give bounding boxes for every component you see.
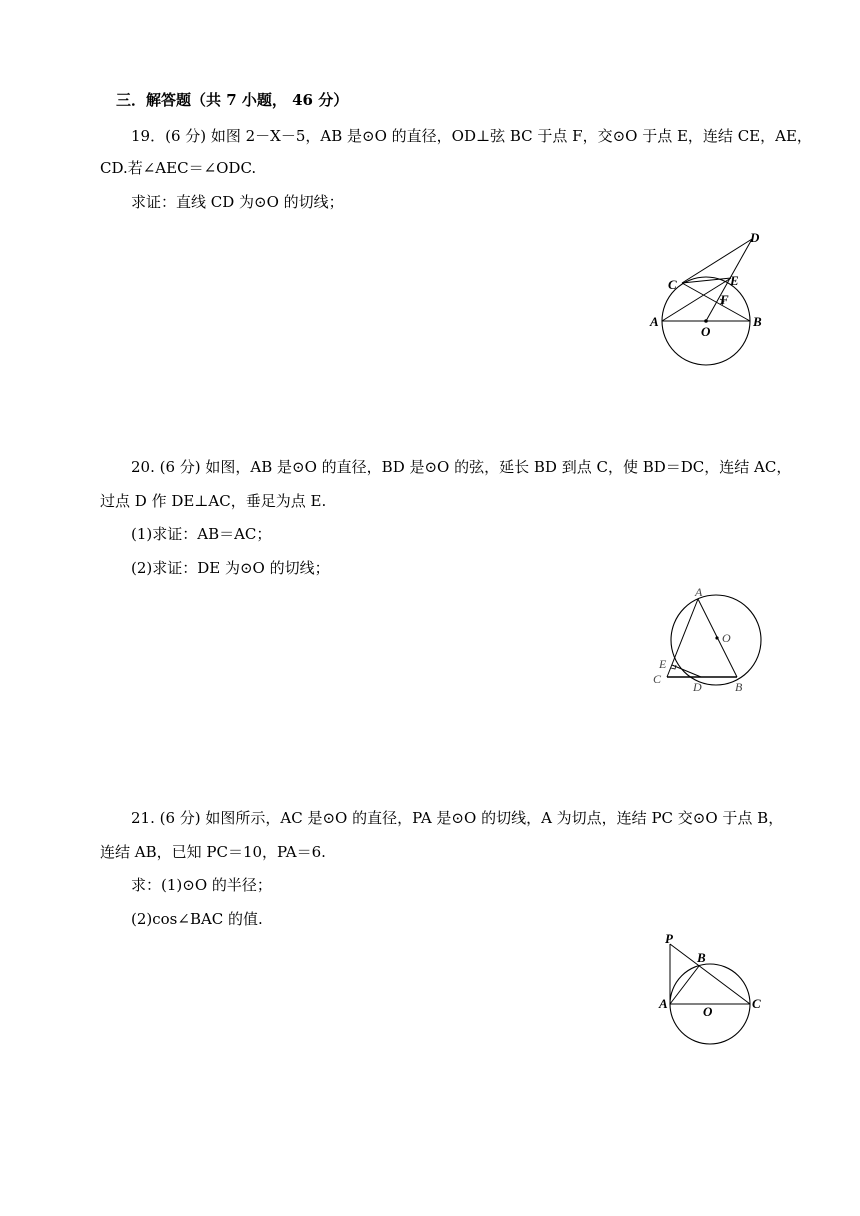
q21-label-p: P [665, 931, 673, 946]
q20-center-dot [715, 636, 718, 639]
q21-segment-pc [670, 944, 750, 1004]
q19-figure [640, 225, 770, 375]
q20-label-d: D [693, 680, 702, 694]
q19-center-dot [704, 319, 708, 323]
q21-text-line-1: 21. (6 分) 如图所示，AC 是⊙O 的直径，PA 是⊙O 的切线，A 为切点，连结 PC 交⊙O 于点 B， [131, 809, 784, 827]
q19-text-line-3: 求证：直线 CD 为⊙O 的切线； [131, 193, 344, 211]
q21-label-o: O [703, 1004, 713, 1019]
q19-label-o: O [701, 324, 711, 339]
q19-label-d: D [750, 230, 760, 245]
q19-label-e: E [730, 273, 739, 288]
q20-figure [645, 585, 775, 700]
q20-label-b: B [735, 680, 743, 694]
q21-label-a: A [659, 996, 668, 1011]
q21-figure [655, 930, 775, 1045]
q20-text-line-2: 过点 D 作 DE⊥AC，垂足为点 E. [100, 492, 327, 510]
q20-label-c: C [653, 672, 662, 686]
q20-label-o: O [722, 631, 731, 645]
q20-text-line-4: (2)求证：DE 为⊙O 的切线； [131, 559, 330, 577]
q19-text-line-2: CD.若∠AEC＝∠ODC. [100, 159, 257, 177]
q20-text-line-1: 20. (6 分) 如图，AB 是⊙O 的直径，BD 是⊙O 的弦，延长 BD 到点 C，使 BD＝DC，连结 AC， [131, 458, 792, 476]
q20-label-a: A [695, 585, 703, 599]
q21-text-line-2: 连结 AB，已知 PC＝10，PA＝6. [100, 843, 326, 861]
q21-label-b: B [697, 950, 706, 965]
q20-segment-de [672, 665, 701, 677]
q21-text-line-3: 求：(1)⊙O 的半径； [131, 876, 272, 894]
q19-label-b: B [753, 314, 762, 329]
q21-label-c: C [752, 996, 761, 1011]
q20-label-e: E [659, 657, 667, 671]
q19-label-c: C [668, 277, 677, 292]
q20-text-line-3: (1)求证：AB＝AC； [131, 525, 272, 543]
q20-circle [671, 595, 761, 685]
q19-label-f: F [720, 292, 729, 307]
q19-label-a: A [650, 314, 659, 329]
q19-segment-cd [682, 239, 752, 283]
section-title: 三．解答题（共 7 小题， 46 分） [116, 91, 349, 109]
q19-text-line-1: 19．(6 分) 如图 2－X－5，AB 是⊙O 的直径，OD⊥弦 BC 于点 F，交⊙O 于点 E，连结 CE，AE， [131, 127, 812, 145]
q21-text-line-4: (2)cos∠BAC 的值. [131, 910, 263, 928]
